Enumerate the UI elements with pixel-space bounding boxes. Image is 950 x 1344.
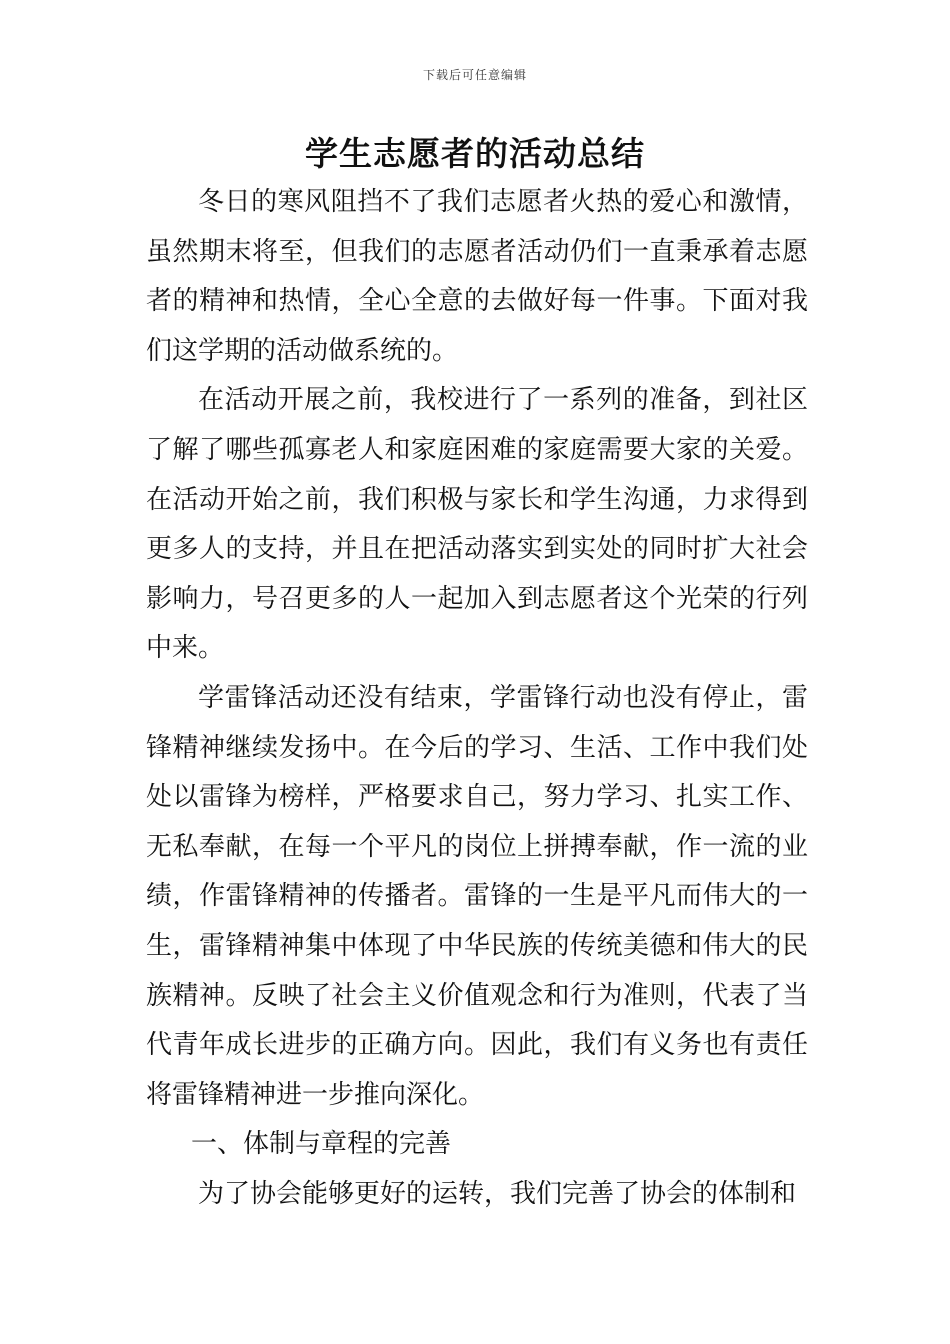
- section-heading: 一、体制与章程的完善: [191, 1129, 452, 1160]
- paragraph-lei-feng-spirit: 学雷锋活动还没有结束，学雷锋行动也没有停止，雷锋精神继续发扬中。在今后的学习、生活、工作中我们处处以雷锋为榜样，严格要求自己，努力学习、扎实工作、无私奉献，在每一个平凡的岗位上拼搏奉献，作一流的业绩，作雷锋精神的传播者。雷锋的一生是平凡而伟大的一生，雷锋精神集中体现了中华民族的传统美德和伟大的民族精神。反映了社会主义价值观念和行为准则，代表了当代青年成长进步的正确方向。因此，我们有义务也有责任将雷锋精神进一步推向深化。: [146, 682, 808, 1110]
- header-note: 下载后可任意编辑: [422, 68, 527, 82]
- paragraph-intro: 冬日的寒风阻挡不了我们志愿者火热的爱心和激情，虽然期末将至，但我们的志愿者活动仍们一直秉承着志愿者的精神和热情，全心全意的去做好每一件事。下面对我们这学期的活动做系统的。: [146, 187, 808, 366]
- document-title: 学生志愿者的活动总结: [305, 134, 645, 173]
- document-body: [146, 178, 808, 1219]
- paragraph-preparation: 在活动开展之前，我校进行了一系列的准备，到社区了解了哪些孤寡老人和家庭困难的家庭需要大家的关爱。在活动开始之前，我们积极与家长和学生沟通，力求得到更多人的支持，并且在把活动落实到实处的同时扩大社会影响力，号召更多的人一起加入到志愿者这个光荣的行列中来。: [146, 385, 808, 664]
- paragraph-system: 为了协会能够更好的运转，我们完善了协会的体制和: [198, 1178, 797, 1209]
